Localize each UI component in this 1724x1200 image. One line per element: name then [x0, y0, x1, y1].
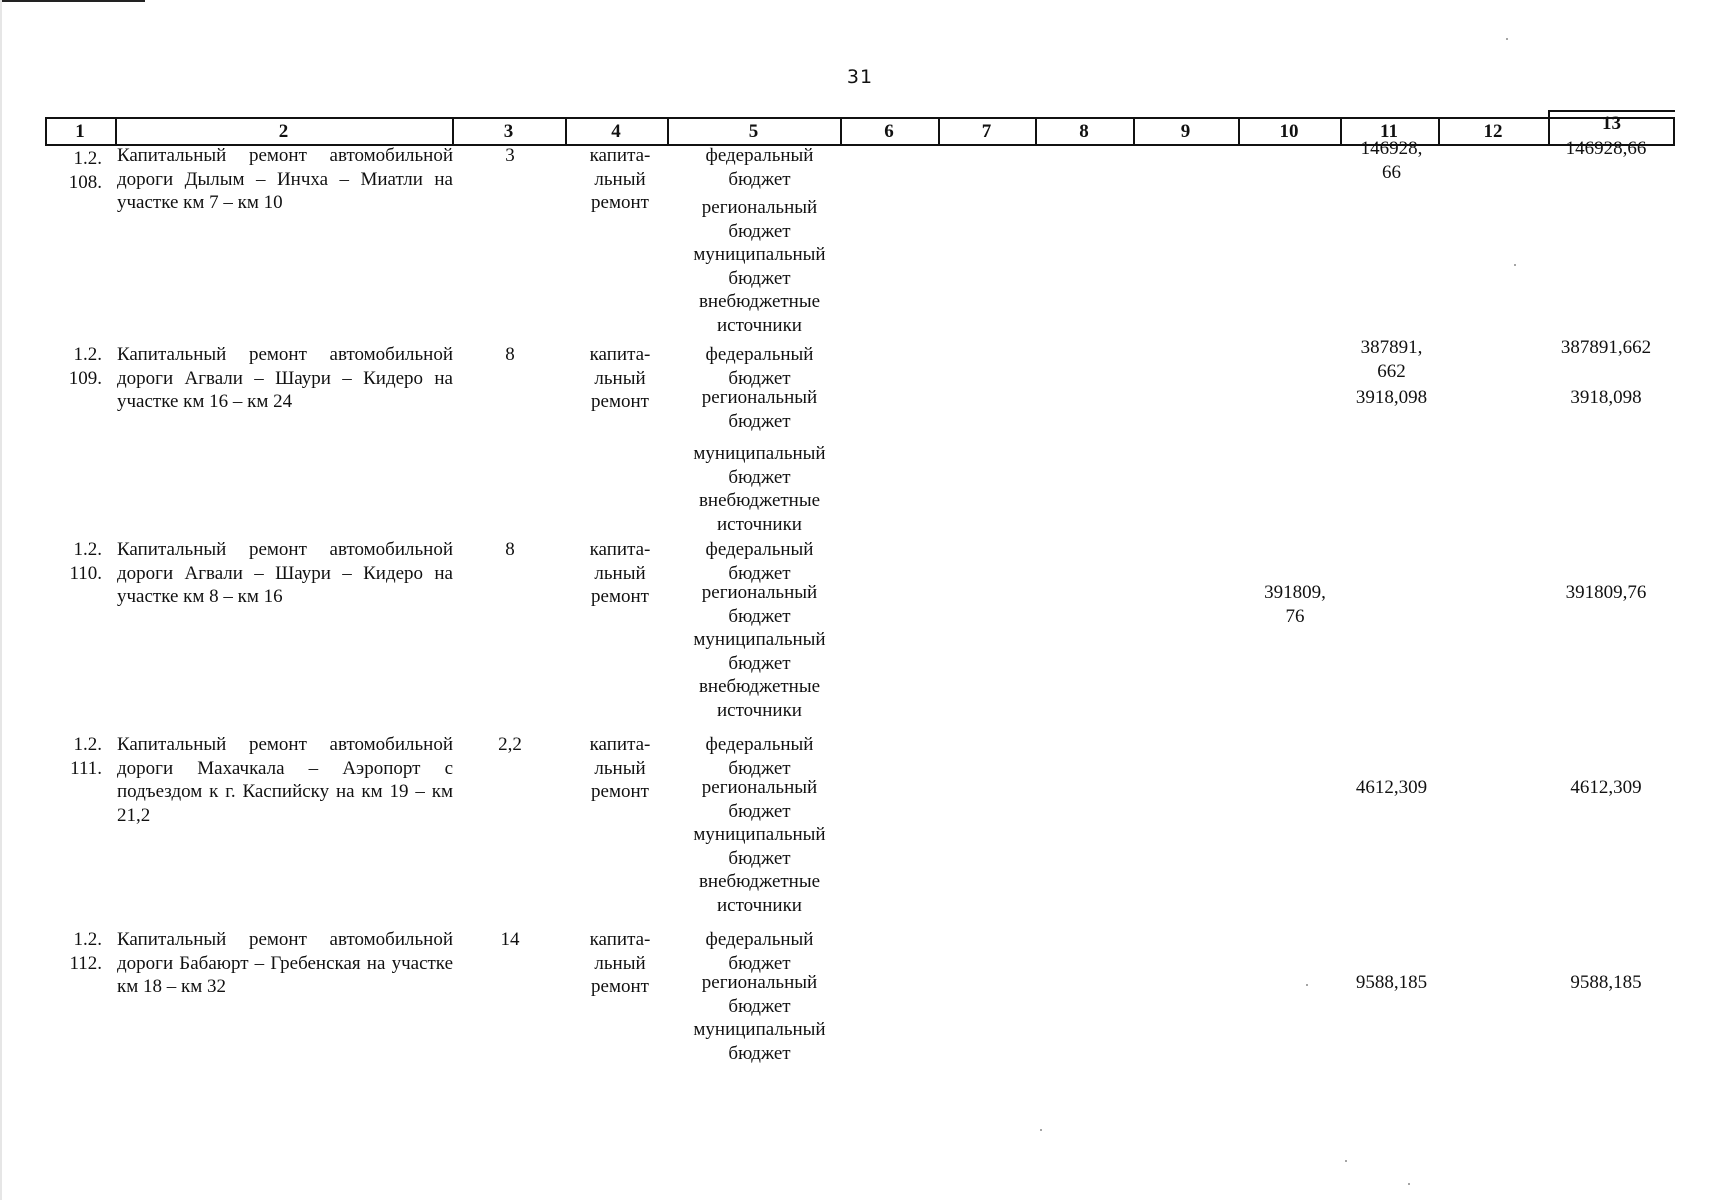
column-header-6: 6 [884, 121, 894, 142]
funding-source-line: муниципальный [693, 629, 826, 650]
column-header-12: 12 [1483, 121, 1503, 142]
column-header-11: 11 [1380, 121, 1398, 142]
value-line: 3918,098 [1570, 387, 1642, 408]
value-line: 146928, [1360, 138, 1423, 159]
funding-source-line: федеральный [705, 734, 814, 755]
value-line: 76 [1285, 605, 1305, 627]
row-number-line: 1.2. [73, 539, 102, 560]
column-header-10: 10 [1279, 121, 1299, 142]
funding-source [672, 870, 847, 917]
header-top-rule [45, 117, 1675, 119]
funding-source-line: бюджет [728, 267, 791, 289]
value-line: 387891, [1360, 337, 1423, 358]
object-name: Капитальный ремонт автомобильной дороги Дылым – Инчха – Миатли на участке км 7 – км 10 [117, 145, 453, 213]
funding-source-line: региональный [701, 777, 818, 798]
funding-source-line: источники [717, 894, 802, 916]
work-type-line: капита- [589, 929, 651, 950]
work-type [570, 343, 670, 414]
row-number [50, 538, 102, 585]
funding-source-line: муниципальный [693, 1019, 826, 1040]
funding-source [672, 290, 847, 337]
work-type-line: ремонт [591, 976, 649, 997]
object-name: Капитальный ремонт автомобильной дороги Бабаюрт – Гребенская на участке км 18 – км 32 [117, 929, 453, 997]
column-header-7: 7 [981, 121, 992, 142]
scan-speck [1408, 1183, 1410, 1185]
funding-source [672, 776, 847, 823]
funding-source-line: бюджет [728, 757, 791, 779]
funding-source-line: федеральный [705, 929, 814, 950]
funding-source [672, 823, 847, 870]
length-km: 2,2 [498, 734, 522, 755]
funding-source-line: федеральный [705, 145, 814, 166]
work-type-line: капита- [589, 145, 651, 166]
work-type-line: капита- [589, 344, 651, 365]
funding-source [672, 144, 847, 191]
row-number-line: 108. [68, 171, 102, 193]
funding-source [672, 442, 847, 489]
column-header-8: 8 [1079, 121, 1089, 142]
row-number [50, 928, 102, 975]
value-line: 662 [1377, 360, 1406, 382]
work-type-line: ремонт [591, 586, 649, 607]
funding-source [672, 538, 847, 585]
work-type-line: капита- [589, 734, 651, 755]
value-col-11 [1340, 137, 1443, 184]
value-col-13 [1550, 776, 1662, 800]
value-line: 146928,66 [1565, 138, 1647, 159]
funding-source [672, 733, 847, 780]
funding-source-line: бюджет [728, 410, 791, 432]
column-header-3: 3 [503, 121, 514, 142]
row-number-line: 112. [69, 952, 102, 974]
work-type [570, 144, 670, 215]
value-col-11 [1340, 386, 1443, 410]
funding-source-line: бюджет [728, 1042, 791, 1064]
funding-source-line: бюджет [728, 562, 791, 584]
value-col-13 [1550, 971, 1662, 995]
funding-source-line: бюджет [728, 800, 791, 822]
length-km: 3 [505, 145, 515, 166]
row-number-line: 1.2. [73, 929, 102, 950]
value-line: 4612,309 [1355, 777, 1428, 798]
work-type [570, 538, 670, 609]
value-col-10 [1245, 581, 1345, 628]
length-km: 8 [505, 539, 515, 560]
row-number-line: 111. [70, 757, 102, 779]
funding-source-line: бюджет [728, 466, 791, 488]
row-number-line: 1.2. [73, 344, 102, 365]
row-number-line: 1.2. [73, 148, 102, 169]
object-name: Капитальный ремонт автомобильной дороги Махачкала – Аэропорт с подъездом к г. Каспийску на км 19 – км 21,2 [117, 734, 453, 826]
scan-speck [1506, 38, 1508, 40]
row-number-line: 110. [69, 562, 102, 584]
work-type-line: льный [594, 168, 646, 190]
value-line: 387891,662 [1560, 337, 1652, 358]
value-col-11 [1340, 971, 1443, 995]
funding-source [672, 675, 847, 722]
funding-source-line: бюджет [728, 952, 791, 974]
funding-source-line: бюджет [728, 652, 791, 674]
work-type-line: льный [594, 757, 646, 779]
funding-source [672, 581, 847, 628]
funding-source-line: федеральный [705, 344, 814, 365]
row-number-line: 109. [68, 367, 102, 389]
funding-source-line: региональный [701, 972, 818, 993]
row-number [50, 733, 102, 780]
funding-source [672, 628, 847, 675]
work-type-line: льный [594, 367, 646, 389]
value-col-11 [1340, 776, 1443, 800]
column-header-13: 13 [1602, 113, 1621, 134]
scan-corner-mark [0, 0, 145, 2]
funding-source-line: источники [717, 314, 802, 336]
funding-source [672, 928, 847, 975]
work-type-line: льный [594, 952, 646, 974]
length-km: 8 [505, 344, 515, 365]
scan-edge-shadow [0, 0, 2, 1200]
work-type-line: льный [594, 562, 646, 584]
funding-source [672, 971, 847, 1018]
funding-source-line: муниципальный [693, 443, 826, 464]
column-header-1: 1 [75, 121, 85, 142]
work-type-line: капита- [589, 539, 651, 560]
work-type-line: ремонт [591, 781, 649, 802]
scan-speck [1514, 264, 1516, 266]
funding-source-line: муниципальный [693, 824, 826, 845]
funding-source-line: региональный [701, 582, 818, 603]
funding-source [672, 489, 847, 536]
scan-speck [1345, 1160, 1347, 1162]
column-header-4: 4 [611, 121, 621, 142]
funding-source-line: источники [717, 699, 802, 721]
work-type-line: ремонт [591, 192, 649, 213]
value-line: 391809,76 [1565, 582, 1647, 603]
funding-source-line: внебюджетные [698, 871, 821, 892]
funding-source-line: внебюджетные [698, 490, 821, 511]
funding-source-line: бюджет [728, 605, 791, 627]
funding-source-line: бюджет [728, 847, 791, 869]
funding-source-line: региональный [701, 387, 818, 408]
column-header-5: 5 [748, 121, 759, 142]
value-col-13 [1550, 386, 1662, 410]
funding-source-line: бюджет [728, 168, 791, 190]
value-col-13 [1550, 137, 1662, 161]
funding-source [672, 386, 847, 433]
funding-source [672, 1018, 847, 1065]
scan-speck [1040, 1129, 1042, 1131]
row-number [50, 343, 102, 390]
value-line: 3918,098 [1355, 387, 1428, 408]
value-col-13 [1550, 336, 1662, 360]
funding-source-line: бюджет [728, 367, 791, 389]
funding-source-line: региональный [701, 197, 818, 218]
funding-source-line: бюджет [728, 220, 791, 242]
funding-source-line: источники [717, 513, 802, 535]
object-name: Капитальный ремонт автомобильной дороги Агвали – Шаури – Кидеро на участке км 16 – км 24 [117, 344, 453, 412]
value-col-11 [1340, 336, 1443, 383]
page-number: 31 [846, 66, 874, 88]
funding-source [672, 243, 847, 290]
work-type [570, 733, 670, 804]
funding-source-line: муниципальный [693, 244, 826, 265]
funding-source-line: бюджет [728, 995, 791, 1017]
value-line: 4612,309 [1570, 777, 1642, 798]
value-line: 9588,185 [1355, 972, 1428, 993]
value-line: 391809, [1264, 582, 1326, 603]
value-col-13 [1550, 581, 1662, 605]
column-header-2: 2 [278, 121, 289, 142]
funding-source-line: внебюджетные [698, 291, 821, 312]
value-line: 66 [1382, 161, 1401, 183]
length-km: 14 [500, 929, 520, 950]
row-number [50, 147, 102, 194]
object-name: Капитальный ремонт автомобильной дороги Агвали – Шаури – Кидеро на участке км 8 – км 16 [117, 539, 453, 607]
funding-source [672, 196, 847, 243]
value-line: 9588,185 [1570, 972, 1642, 993]
column-header-9: 9 [1180, 121, 1191, 142]
scan-speck [1306, 984, 1308, 986]
funding-source-line: федеральный [705, 539, 814, 560]
work-type [570, 928, 670, 999]
work-type-line: ремонт [591, 391, 649, 412]
funding-source-line: внебюджетные [698, 676, 821, 697]
funding-source [672, 343, 847, 390]
row-number-line: 1.2. [73, 734, 102, 755]
